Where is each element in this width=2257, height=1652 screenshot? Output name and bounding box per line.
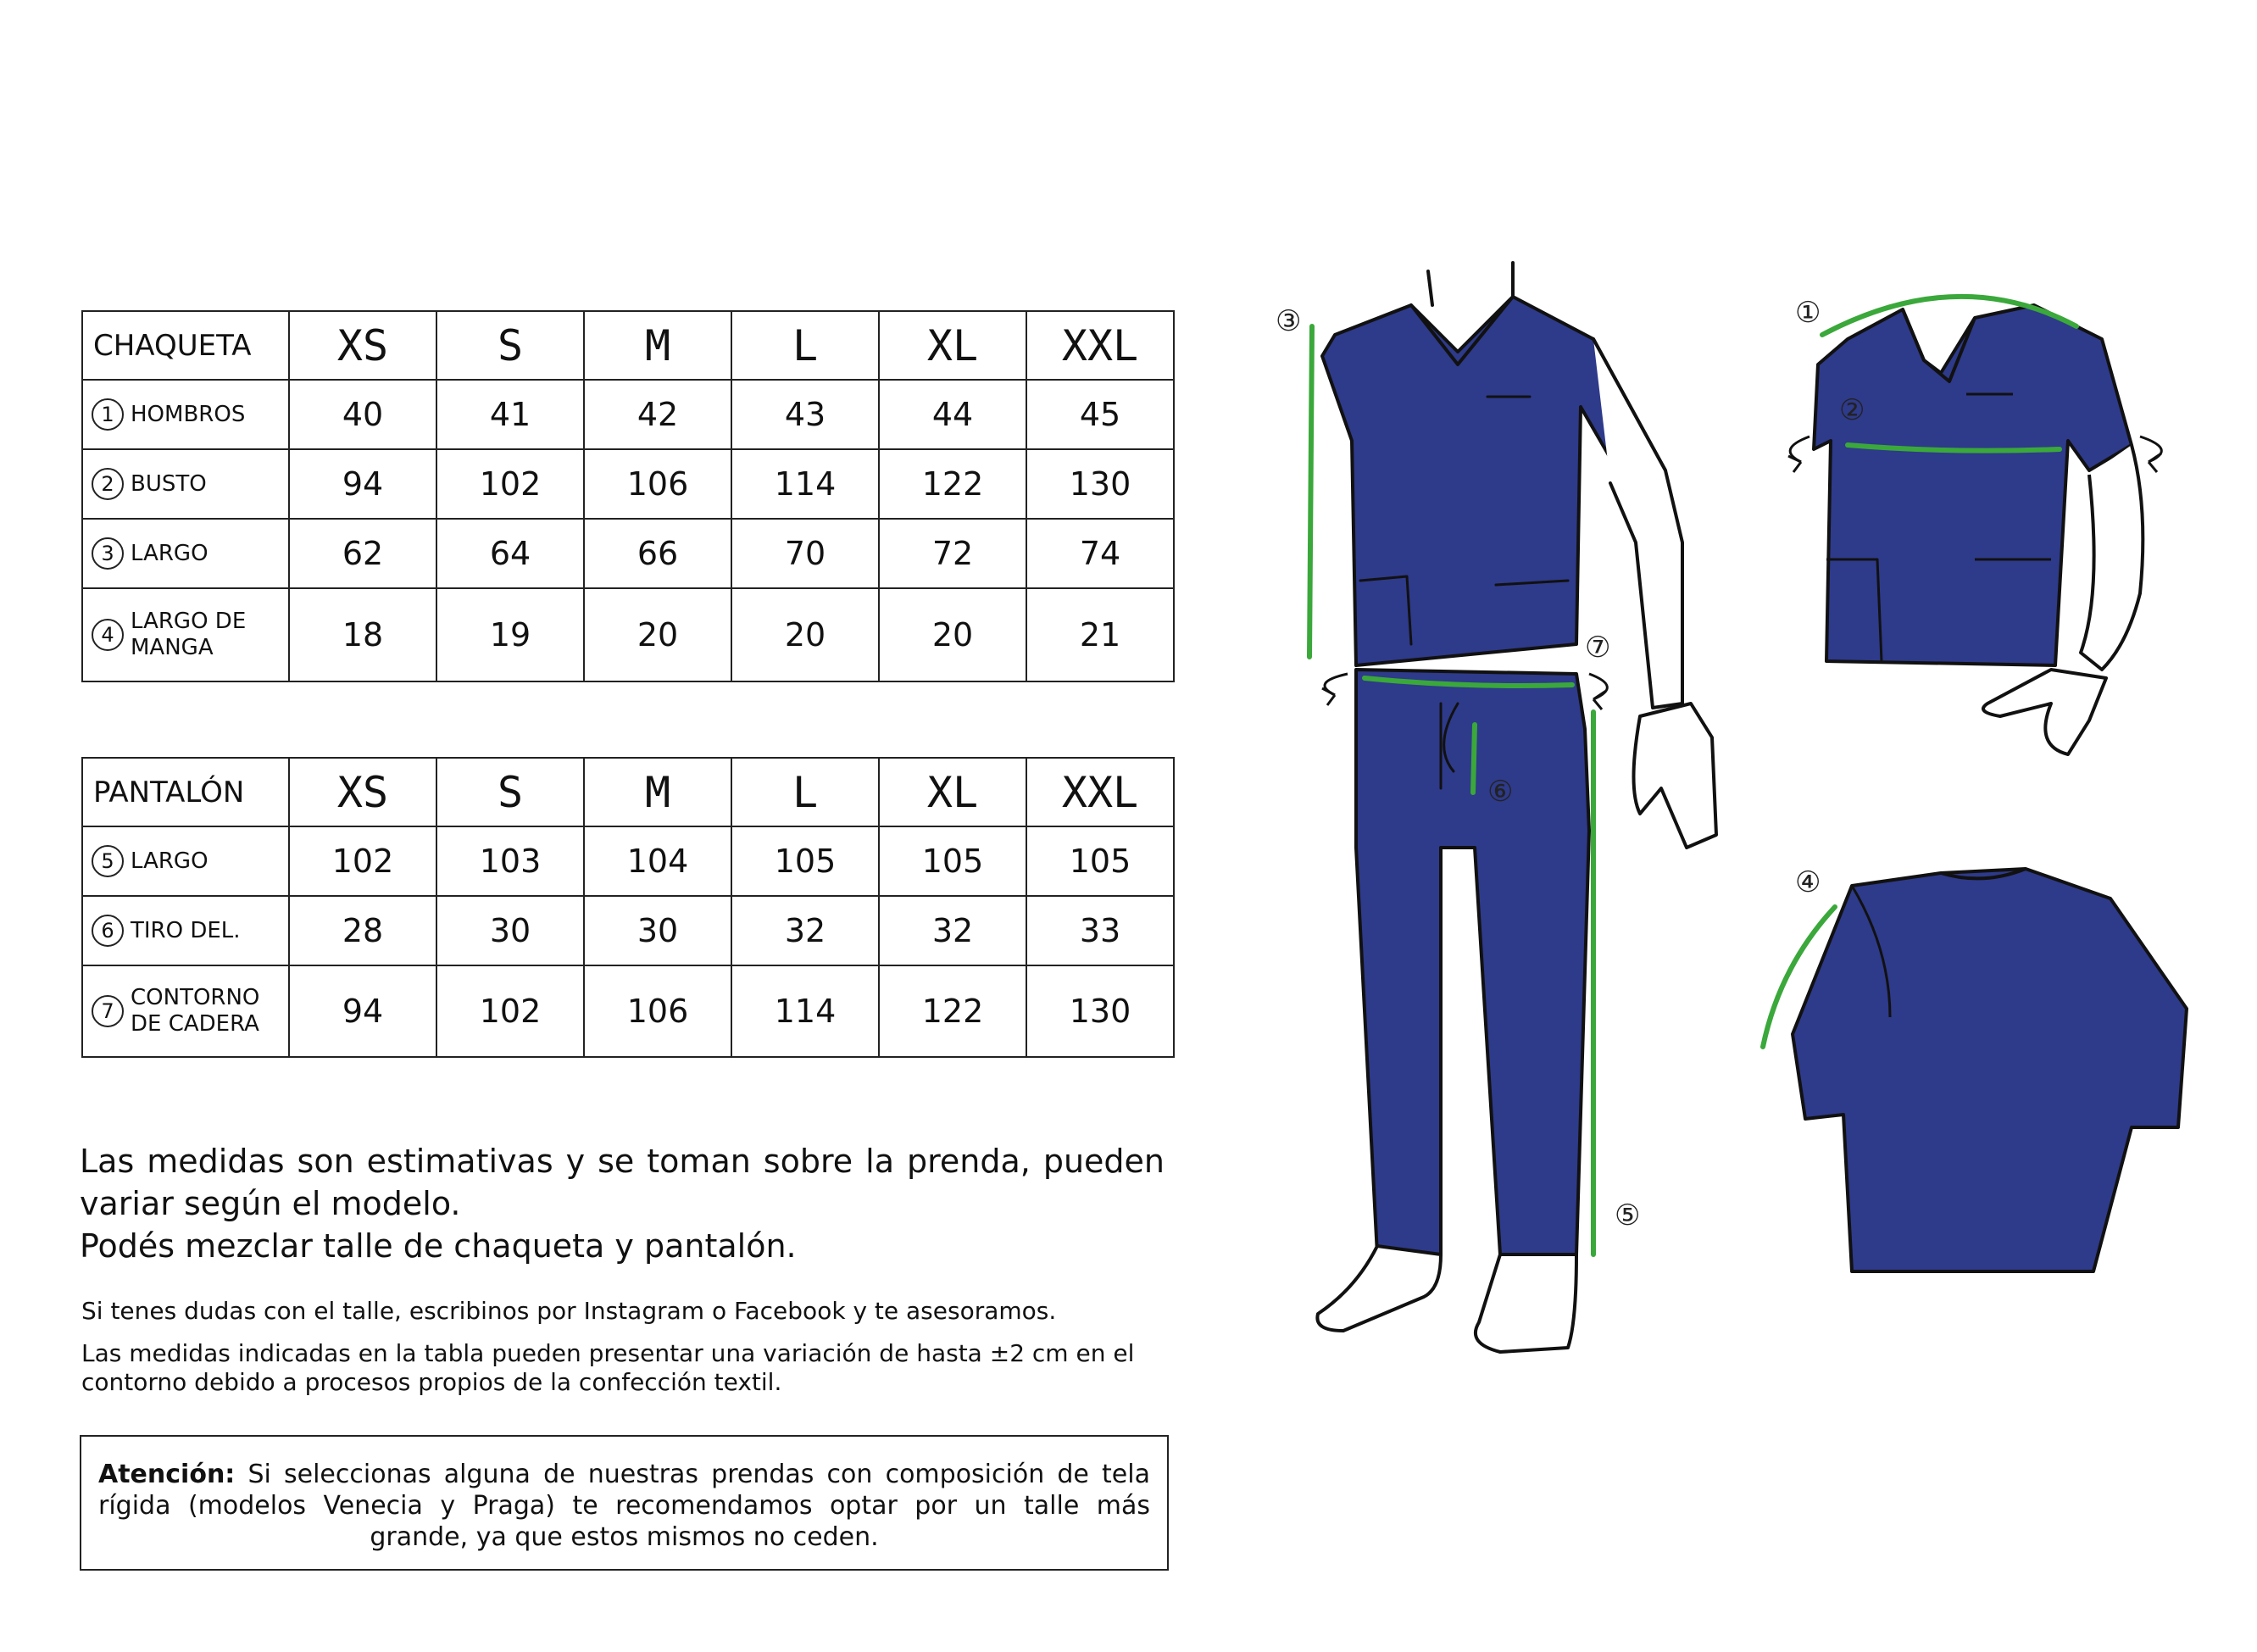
table-cell: 106	[584, 965, 731, 1057]
table-cell: 66	[584, 519, 731, 588]
variation-note: Las medidas indicadas en la tabla pueden presentar una variación de hasta ±2 cm en el contorno debido a procesos propios de la confección textil.	[81, 1339, 1135, 1396]
table-cell: 105	[879, 826, 1026, 896]
measure-marker: ①	[1795, 296, 1821, 330]
table-cell: 64	[436, 519, 584, 588]
size-header: XL	[879, 758, 1026, 826]
note-line: Las medidas son estimativas y se toman sobre la prenda, pueden variar según el modelo.	[80, 1143, 1165, 1222]
measure-label: HOMBROS	[131, 401, 246, 427]
table-cell: 106	[584, 449, 731, 519]
table-cell: 21	[1026, 588, 1174, 681]
table-cell: 130	[1026, 449, 1174, 519]
table-cell: 70	[731, 519, 879, 588]
measure-label: LARGO	[131, 540, 208, 566]
size-header: XXL	[1026, 311, 1174, 380]
size-header: L	[731, 758, 879, 826]
table-cell: 44	[879, 380, 1026, 449]
size-header: XS	[289, 758, 436, 826]
table-cell: 41	[436, 380, 584, 449]
table-cell: 94	[289, 965, 436, 1057]
table-cell: 130	[1026, 965, 1174, 1057]
table-cell: 103	[436, 826, 584, 896]
measure-number: 3	[92, 537, 124, 570]
table-cell: 114	[731, 449, 879, 519]
table-cell: 102	[436, 449, 584, 519]
table-title: CHAQUETA	[82, 311, 289, 380]
table-cell: 18	[289, 588, 436, 681]
table-cell: 32	[731, 896, 879, 965]
measure-marker: ③	[1276, 304, 1302, 338]
table-cell: 40	[289, 380, 436, 449]
measure-marker: ②	[1839, 393, 1865, 427]
table-cell: 102	[289, 826, 436, 896]
table-cell: 45	[1026, 380, 1174, 449]
measure-marker: ⑦	[1585, 631, 1611, 665]
measure-number: 7	[92, 995, 124, 1027]
measure-marker: ⑤	[1615, 1199, 1641, 1232]
table-cell: 33	[1026, 896, 1174, 965]
size-header: S	[436, 311, 584, 380]
size-header: M	[584, 311, 731, 380]
contact-note: Si tenes dudas con el talle, escribinos por Instagram o Facebook y te asesoramos.	[81, 1297, 1057, 1325]
table-cell: 42	[584, 380, 731, 449]
measure-number: 6	[92, 915, 124, 947]
measure-label: LARGO	[131, 848, 208, 874]
table-title: PANTALÓN	[82, 758, 289, 826]
table-cell: 30	[584, 896, 731, 965]
jacket-front	[1814, 305, 2143, 754]
measure-label: BUSTO	[131, 470, 207, 497]
size-header: M	[584, 758, 731, 826]
measure-marker: ④	[1795, 865, 1821, 899]
full-figure	[1317, 263, 1716, 1352]
table-cell: 30	[436, 896, 584, 965]
measure-number: 4	[92, 619, 124, 651]
table-cell: 72	[879, 519, 1026, 588]
table-cell: 102	[436, 965, 584, 1057]
size-header: S	[436, 758, 584, 826]
table-cell: 122	[879, 965, 1026, 1057]
measure-number: 1	[92, 398, 124, 431]
table-cell: 28	[289, 896, 436, 965]
table-cell: 105	[731, 826, 879, 896]
table-cell: 62	[289, 519, 436, 588]
table-cell: 74	[1026, 519, 1174, 588]
attention-text: Si seleccionas alguna de nuestras prendas con composición de tela rígida (modelos Venecia y Praga) te recomendamos optar por un talle más grande, ya que estos mismos no ceden.	[98, 1460, 1150, 1552]
table-cell: 32	[879, 896, 1026, 965]
table-cell: 20	[879, 588, 1026, 681]
table-cell: 20	[731, 588, 879, 681]
table-cell: 19	[436, 588, 584, 681]
measure-label: CONTORNO DE CADERA	[131, 985, 260, 1037]
note-line: Podés mezclar talle de chaqueta y pantalón.	[80, 1227, 797, 1265]
measure-label: TIRO DEL.	[131, 917, 241, 943]
size-header: XL	[879, 311, 1026, 380]
measure-number: 2	[92, 468, 124, 500]
jacket-back	[1793, 869, 2187, 1271]
table-cell: 122	[879, 449, 1026, 519]
measure-marker: ⑥	[1487, 775, 1514, 809]
size-header: XXL	[1026, 758, 1174, 826]
table-cell: 43	[731, 380, 879, 449]
measure-number: 5	[92, 845, 124, 877]
table-cell: 105	[1026, 826, 1174, 896]
table-cell: 94	[289, 449, 436, 519]
size-header: L	[731, 311, 879, 380]
measure-label: LARGO DE MANGA	[131, 609, 247, 660]
table-cell: 114	[731, 965, 879, 1057]
table-cell: 20	[584, 588, 731, 681]
table-cell: 104	[584, 826, 731, 896]
attention-label: Atención:	[98, 1460, 236, 1489]
size-header: XS	[289, 311, 436, 380]
